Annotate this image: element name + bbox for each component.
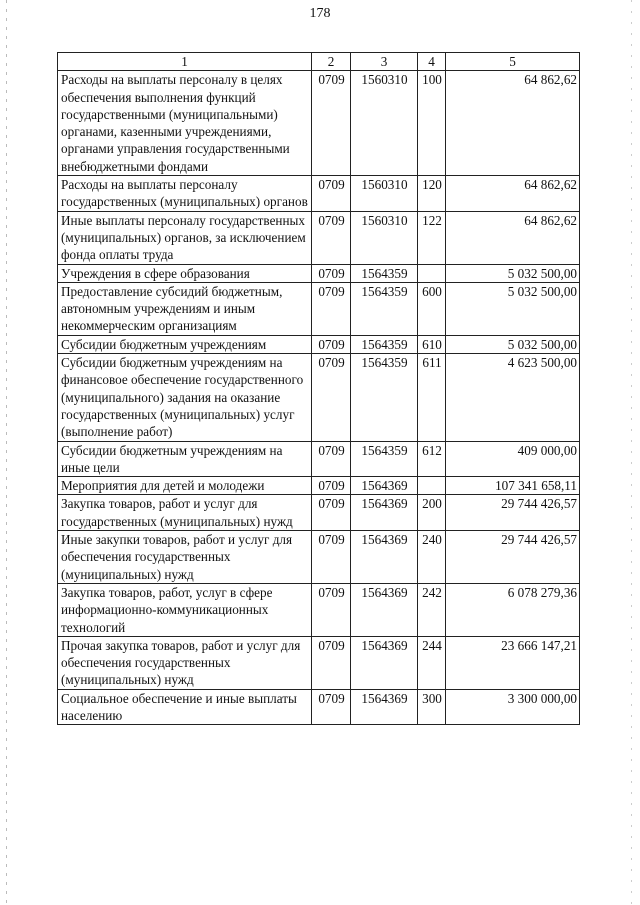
row-expense-type: 611 xyxy=(418,354,446,441)
row-amount: 29 744 426,57 xyxy=(446,495,580,531)
table-row xyxy=(58,176,580,212)
row-amount: 5 032 500,00 xyxy=(446,335,580,353)
row-section-code: 0709 xyxy=(312,495,351,531)
table-row xyxy=(58,636,580,689)
table-row xyxy=(58,583,580,636)
row-target-code: 1564369 xyxy=(351,636,418,689)
table-row xyxy=(58,441,580,477)
table-row xyxy=(58,264,580,282)
row-target-code: 1564369 xyxy=(351,583,418,636)
header-row xyxy=(58,53,580,71)
table-row xyxy=(58,531,580,584)
row-target-code: 1564369 xyxy=(351,495,418,531)
budget-table xyxy=(57,52,580,725)
row-expense-type: 612 xyxy=(418,441,446,477)
row-section-code: 0709 xyxy=(312,264,351,282)
scan-edge-right xyxy=(631,0,632,905)
row-section-code: 0709 xyxy=(312,689,351,725)
row-amount: 23 666 147,21 xyxy=(446,636,580,689)
row-section-code: 0709 xyxy=(312,176,351,212)
row-amount: 5 032 500,00 xyxy=(446,264,580,282)
row-name: Учреждения в сфере образования xyxy=(58,264,312,282)
row-expense-type: 100 xyxy=(418,71,446,176)
table-row xyxy=(58,71,580,176)
header-col-5: 5 xyxy=(446,53,580,71)
row-name: Закупка товаров, работ, услуг в сфере информационно-коммуникационных технологий xyxy=(58,583,312,636)
row-amount: 64 862,62 xyxy=(446,176,580,212)
row-section-code: 0709 xyxy=(312,71,351,176)
row-name: Субсидии бюджетным учреждениям xyxy=(58,335,312,353)
row-section-code: 0709 xyxy=(312,636,351,689)
row-target-code: 1564369 xyxy=(351,477,418,495)
row-section-code: 0709 xyxy=(312,211,351,264)
row-amount: 3 300 000,00 xyxy=(446,689,580,725)
table-body xyxy=(58,71,580,725)
row-name: Мероприятия для детей и молодежи xyxy=(58,477,312,495)
row-section-code: 0709 xyxy=(312,531,351,584)
row-expense-type: 600 xyxy=(418,282,446,335)
row-target-code: 1564359 xyxy=(351,282,418,335)
row-amount: 64 862,62 xyxy=(446,71,580,176)
table-row xyxy=(58,282,580,335)
row-amount: 4 623 500,00 xyxy=(446,354,580,441)
row-target-code: 1564359 xyxy=(351,354,418,441)
row-name: Иные закупки товаров, работ и услуг для обеспечения государственных (муниципальных) нужд xyxy=(58,531,312,584)
row-amount: 5 032 500,00 xyxy=(446,282,580,335)
row-target-code: 1560310 xyxy=(351,176,418,212)
row-amount: 409 000,00 xyxy=(446,441,580,477)
row-amount: 107 341 658,11 xyxy=(446,477,580,495)
row-target-code: 1564369 xyxy=(351,531,418,584)
row-amount: 6 078 279,36 xyxy=(446,583,580,636)
table-row xyxy=(58,335,580,353)
table-header xyxy=(58,53,580,71)
row-target-code: 1564359 xyxy=(351,264,418,282)
header-col-3: 3 xyxy=(351,53,418,71)
row-name: Расходы на выплаты персоналу в целях обеспечения выполнения функций государственными (муниципальными) органами, казенными учреждениями, органами управления государственными внебюджетными фондами xyxy=(58,71,312,176)
row-expense-type: 120 xyxy=(418,176,446,212)
row-expense-type xyxy=(418,477,446,495)
row-expense-type: 244 xyxy=(418,636,446,689)
row-amount: 64 862,62 xyxy=(446,211,580,264)
row-target-code: 1564359 xyxy=(351,335,418,353)
row-target-code: 1560310 xyxy=(351,211,418,264)
table-row xyxy=(58,495,580,531)
table-row xyxy=(58,689,580,725)
header-col-4: 4 xyxy=(418,53,446,71)
row-name: Социальное обеспечение и иные выплаты населению xyxy=(58,689,312,725)
row-target-code: 1560310 xyxy=(351,71,418,176)
row-name: Расходы на выплаты персоналу государственных (муниципальных) органов xyxy=(58,176,312,212)
row-expense-type: 122 xyxy=(418,211,446,264)
row-section-code: 0709 xyxy=(312,441,351,477)
row-section-code: 0709 xyxy=(312,282,351,335)
table-row xyxy=(58,354,580,441)
row-name: Субсидии бюджетным учреждениям на иные цели xyxy=(58,441,312,477)
row-section-code: 0709 xyxy=(312,354,351,441)
row-expense-type: 300 xyxy=(418,689,446,725)
row-expense-type: 242 xyxy=(418,583,446,636)
row-amount: 29 744 426,57 xyxy=(446,531,580,584)
row-expense-type xyxy=(418,264,446,282)
scan-edge-left xyxy=(6,0,7,905)
row-name: Закупка товаров, работ и услуг для государственных (муниципальных) нужд xyxy=(58,495,312,531)
row-section-code: 0709 xyxy=(312,335,351,353)
row-name: Субсидии бюджетным учреждениям на финансовое обеспечение государственного (муниципального) задания на оказание государственных (муниципальных) услуг (выполнение работ) xyxy=(58,354,312,441)
table-row xyxy=(58,211,580,264)
header-col-2: 2 xyxy=(312,53,351,71)
header-col-1: 1 xyxy=(58,53,312,71)
row-expense-type: 240 xyxy=(418,531,446,584)
row-name: Предоставление субсидий бюджетным, автономным учреждениям и иным некоммерческим организациям xyxy=(58,282,312,335)
page-number: 178 xyxy=(309,6,331,21)
row-target-code: 1564359 xyxy=(351,441,418,477)
row-section-code: 0709 xyxy=(312,477,351,495)
row-target-code: 1564369 xyxy=(351,689,418,725)
row-name: Прочая закупка товаров, работ и услуг для обеспечения государственных (муниципальных) нужд xyxy=(58,636,312,689)
row-name: Иные выплаты персоналу государственных (муниципальных) органов, за исключением фонда оплаты труда xyxy=(58,211,312,264)
row-section-code: 0709 xyxy=(312,583,351,636)
row-expense-type: 610 xyxy=(418,335,446,353)
table-row xyxy=(58,477,580,495)
row-expense-type: 200 xyxy=(418,495,446,531)
